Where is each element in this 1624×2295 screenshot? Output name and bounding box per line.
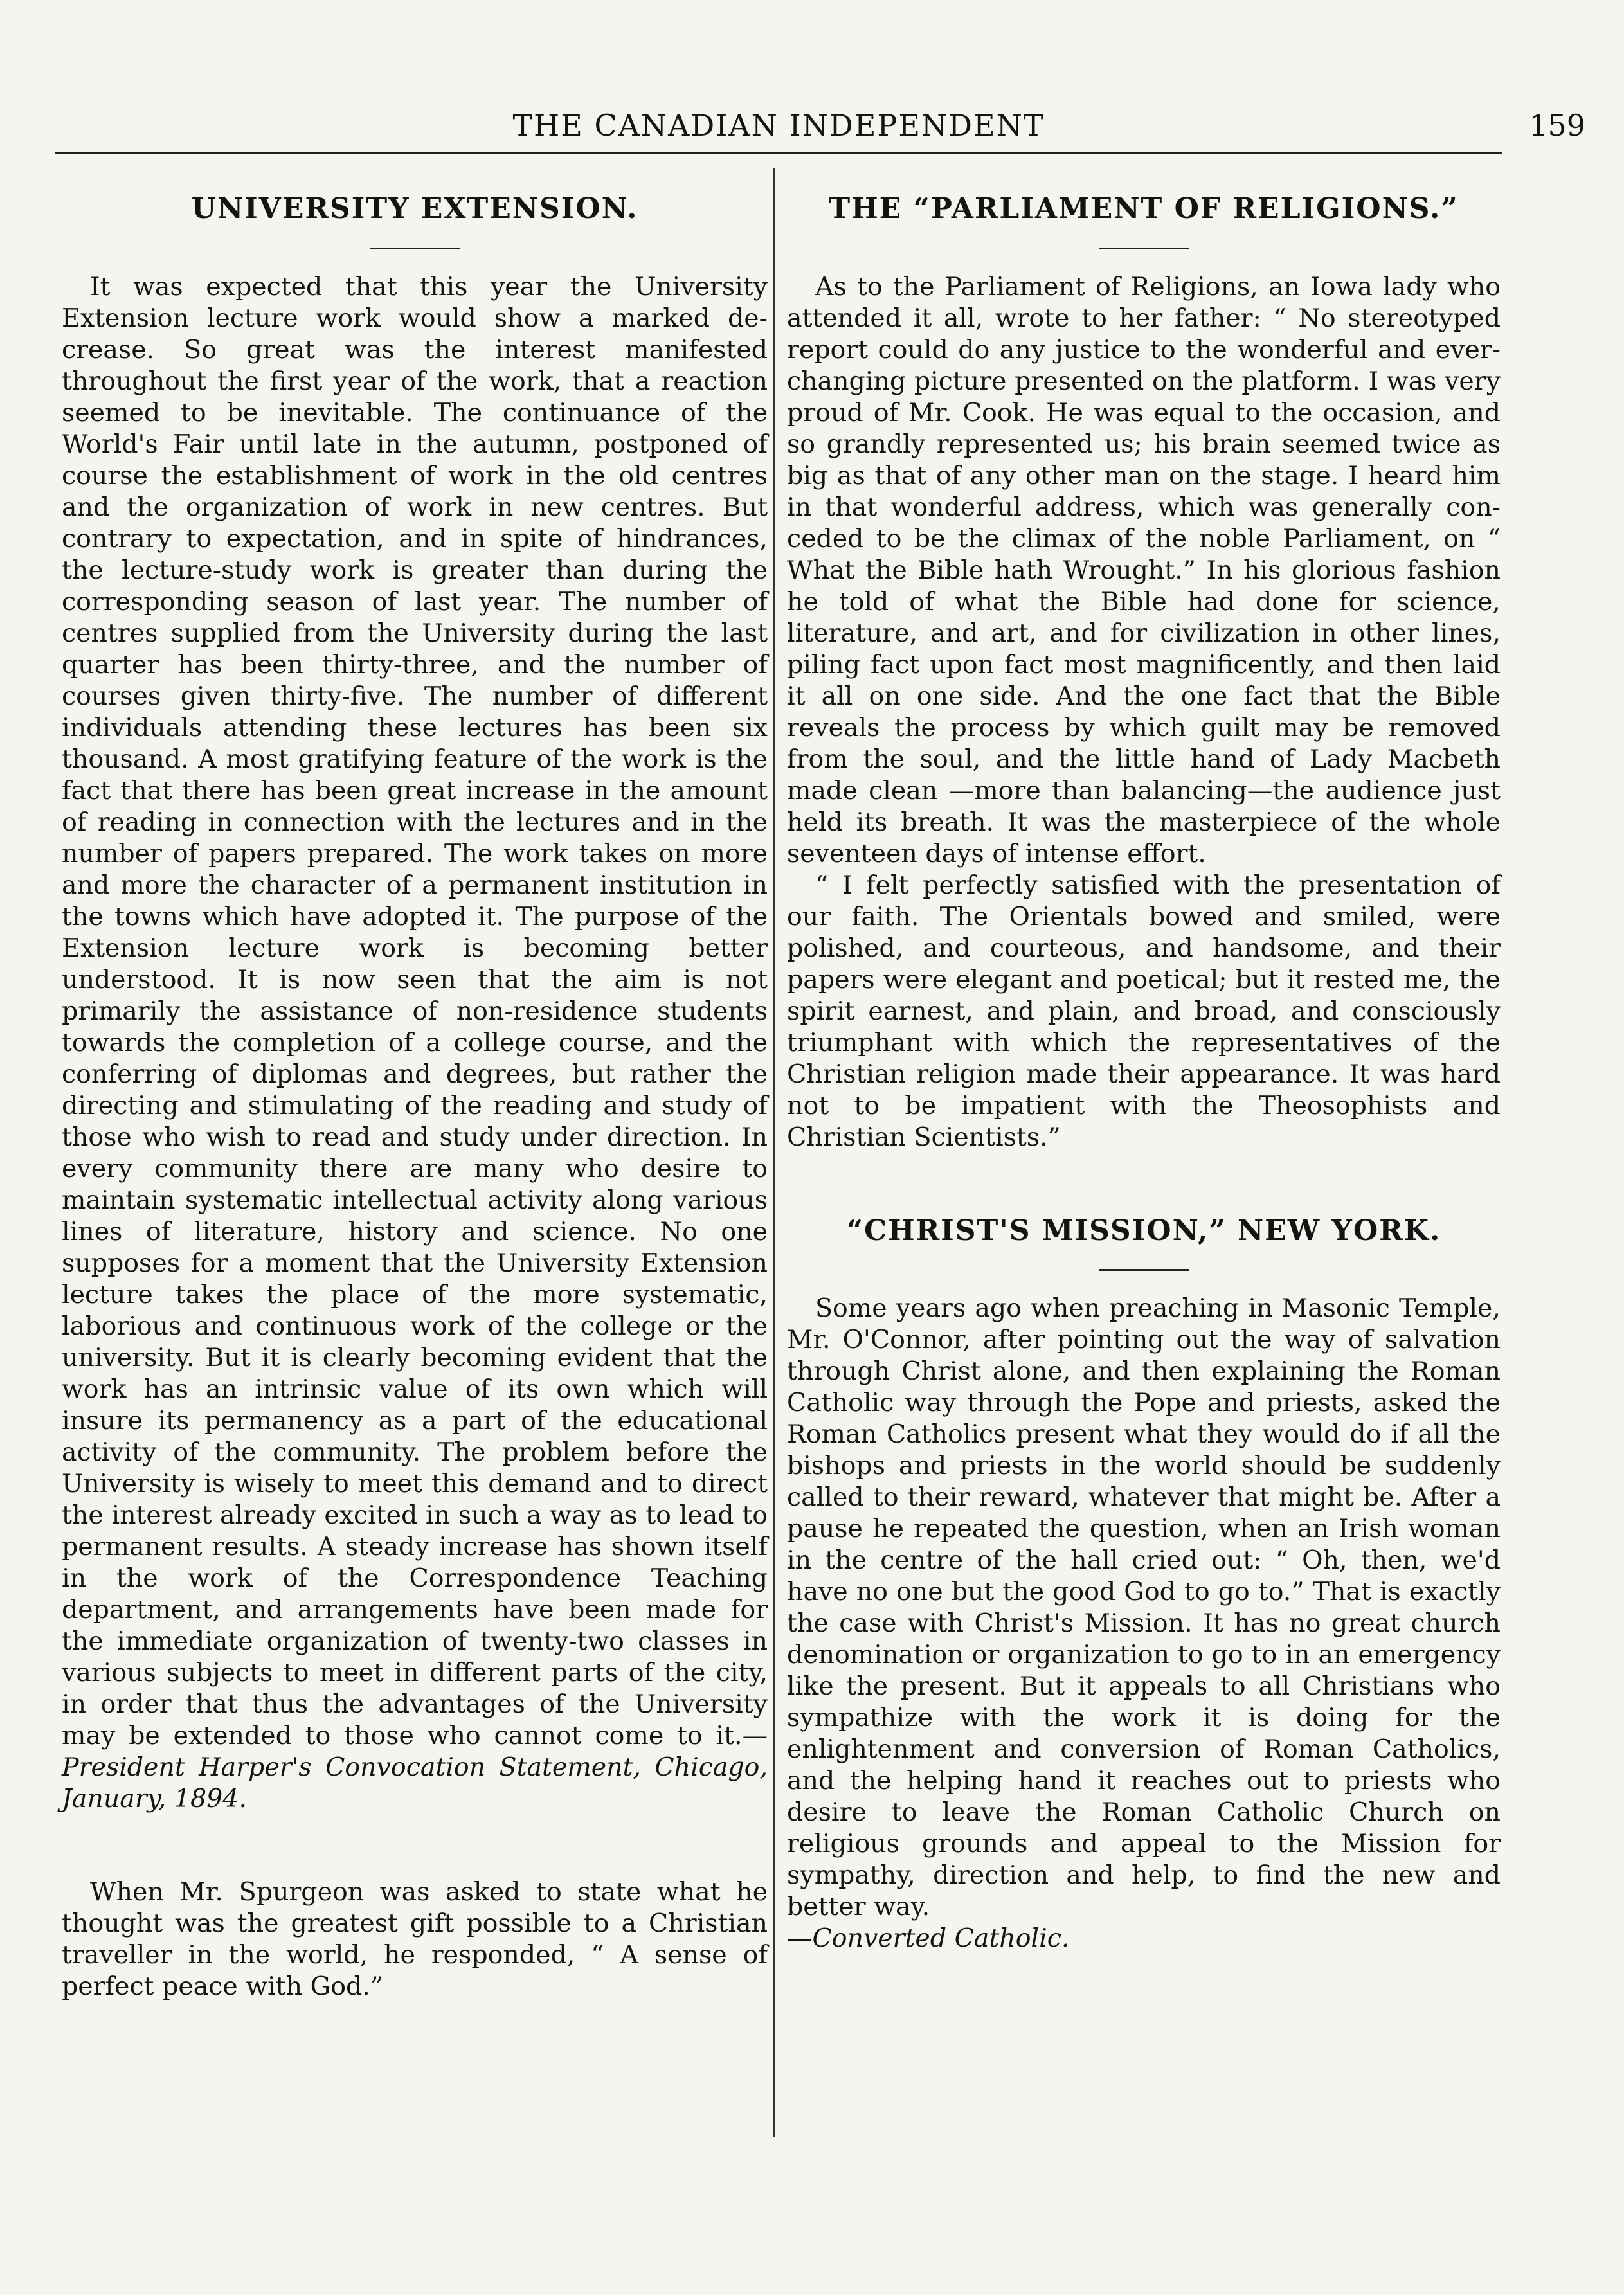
article-heading: UNIVERSITY EXTENSION. — [191, 192, 638, 225]
article-text: It was expected that this year the University Extension lecture work would show a marked decrease. So great was the interest manifested throughout the first year of the work, that a reaction seemed to be inevitable. The continuance of the World's Fair until late in the autumn, postponed of course the establishment of work in the old centres and the organization of work in new centres. But contrary to expectation, and in spite of hindrances, the lecture-study work is greater than during the corresponding season of last year. The number of centres supplied from the University during the last quarter has been thirty-three, and the number of courses given thirty-five. The number of different individuals attending these lectures has been six thousand. A most gratifying feature of the work is the fact that there has been great increase in the amount of reading in connection with the lectures and in the number of papers prepared. The work takes on more and more the character of a permanent institution in the towns which have adopted it. The purpose of the Extension lecture work is becoming better understood. It is now seen that the aim is not primarily the assistance of non-residence students towards the completion of a college course, and the conferring of diplomas and degrees, but rather the directing and stimulating of the reading and study of those who wish to read and study under direction. In every community there are many who desire to maintain systematic intellectual activity along various lines of literature, history and science. No one supposes for a moment that the University Extension lecture takes the place of the more systematic, laborious and continuous work of the college or the university. But it is clearly becoming evident that the work has an intrinsic value of its own which will insure its permanency as a part of the educational activity of the community. The problem before the University is wisely to meet this demand and to direct the interest already excited in such a way as to lead to permanent results. A steady increase has shown itself in the work of the Correspondence Teaching department, and arrangements have been made for the immediate organization of twenty-two classes in various subjects to meet in different parts of the city, in order that thus the advantages of the University may be extended to those who cannot come to it. — [62, 271, 768, 1751]
article-spurgeon — [62, 1877, 768, 2003]
article-body — [62, 271, 768, 1815]
article-attribution: —Converted Catholic. — [787, 1923, 1070, 1954]
article-attribution: —President Harper's Convocation Statement, Chicago, January, 1894. — [62, 1720, 768, 1814]
running-header — [55, 105, 1585, 154]
left-column — [62, 179, 768, 2003]
heading-rule — [1099, 1269, 1189, 1271]
heading-rule — [1099, 248, 1189, 249]
article-heading: “CHRIST'S MISSION,” NEW YORK. — [846, 1214, 1441, 1247]
article-university-extension — [62, 193, 768, 1815]
right-column — [787, 179, 1501, 1954]
article-heading: THE “PARLIAMENT OF RELIGIONS.” — [829, 192, 1459, 225]
column-divider — [773, 168, 775, 2137]
article-paragraph: “ I felt perfectly satisfied with the presentation of our faith. The Orientals bowed and smiled, were polished, and courteous, and handsome, and their papers were elegant and poetical; but it rested me, the spirit earnest, and plain, and broad, and consciously triumphant with which the representatives of the Christian religion made their appearance. It was hard not to be impatient with the Theosophists and Christian Scientists.” — [787, 870, 1501, 1152]
page-number: 159 — [1529, 108, 1585, 143]
article-parliament-of-religions — [787, 193, 1501, 1153]
publication-title: THE CANADIAN INDEPENDENT — [512, 108, 1045, 143]
heading-rule — [370, 248, 460, 249]
article-body: Some years ago when preaching in Masonic Temple, Mr. O'Connor, after pointing out the way of salvation through Christ alone, and then explaining the Roman Catholic way through the Pope and priests, asked the Roman Catholics present what they would do if all the bishops and priests in the world should be suddenly called to their reward, whatever that might be. After a pause he repeated the question, when an Irish woman in the centre of the hall cried out: “ Oh, then, we'd have no one but the good God to go to.” That is exactly the case with Christ's Mission. It has no great church denomination or organization to go to in an emergency like the present. But it appeals to all Christians who sympathize with the work it is doing for the enlightenment and conversion of Roman Catholics, and the helping hand it reaches out to priests who desire to leave the Roman Catholic Church on religious grounds and appeal to the Mission for sympathy, direction and help, to find the new and better way. — [787, 1293, 1501, 1922]
article-paragraph: As to the Parliament of Religions, an Iowa lady who attended it all, wrote to her father: “ No stereotyped report could do any justice to the wonderful and ever-changing picture presented on the platform. I was very proud of Mr. Cook. He was equal to the occasion, and so grandly represented us; his brain seemed twice as big as that of any other man on the stage. I heard him in that wonderful address, which was generally conceded to be the climax of the noble Parliament, on “ What the Bible hath Wrought.” In his glorious fashion he told of what the Bible had done for science, literature, and art, and for civilization in other lines, piling fact upon fact most magnificently, and then laid it all on one side. And the one fact that the Bible reveals the process by which guilt may be removed from the soul, and the little hand of Lady Macbeth made clean —more than balancing—the audience just held its breath. It was the masterpiece of the whole seventeen days of intense effort. — [787, 271, 1501, 869]
article-body: When Mr. Spurgeon was asked to state what he thought was the greatest gift possible to a Christian traveller in the world, he responded, “ A sense of perfect peace with God.” — [62, 1877, 768, 2001]
article-christs-mission — [787, 1215, 1501, 1955]
